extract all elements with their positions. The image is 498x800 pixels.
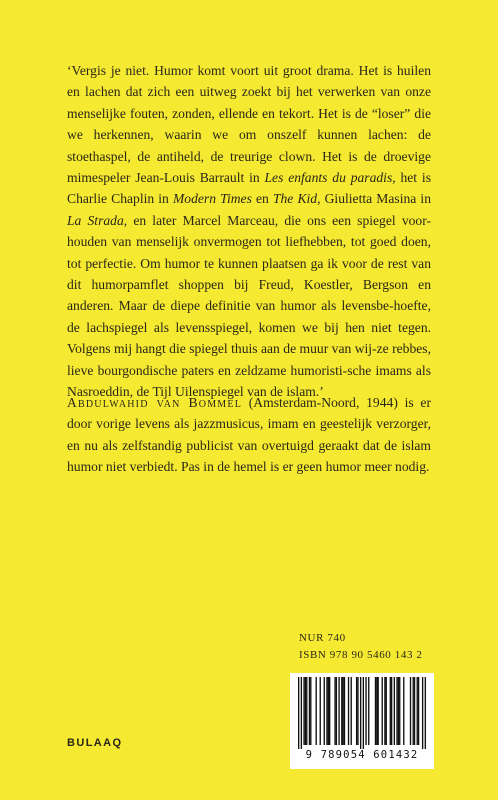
blurb-line: en [251, 191, 273, 207]
blurb-line: mimespeler Jean-Louis Barrault in [67, 170, 265, 186]
barcode-bar [418, 677, 419, 745]
barcode-bar [414, 677, 415, 745]
barcode-bar [320, 677, 321, 745]
barcode-bar [422, 677, 423, 749]
barcode-bar [303, 677, 304, 745]
barcode-bar [309, 677, 310, 745]
blurb-line: en anderen. Maar de diepe definitie van humor als levensbe- [67, 277, 431, 314]
film-title-modern-times: Modern Times [172, 191, 252, 207]
bio-paragraph [67, 392, 431, 478]
barcode-bar [391, 677, 392, 745]
nur-code: NUR 740 [299, 632, 346, 644]
book-meta [299, 630, 423, 664]
publisher-logo: BULAAQ [67, 737, 123, 749]
barcode-bar [316, 677, 317, 745]
barcode-digits: 9 789054 601432 [305, 749, 419, 761]
barcode-bar [301, 677, 302, 749]
blurb-paragraph [67, 60, 431, 403]
blurb-line: hoefte, de lachspiegel als levensspiegel, komen we bij hen niet [67, 298, 431, 335]
blurb-line: houden van menselijk onvermogen tot liefhebben, tot goed [67, 234, 397, 250]
blurb-line: menselijke fouten, zonden, ellende en tekort. Het is de “loser” [67, 105, 411, 121]
barcode-bar [329, 677, 330, 745]
barcode-bar [368, 677, 369, 745]
blurb-line: sche imams als Nasroeddin, de Tijl Uilenspiegel van de islam.’ [67, 362, 431, 400]
blurb-line: ‘Vergis je niet. Humor komt voort uit groot drama. Het is huilen [67, 63, 431, 78]
barcode-bar [356, 677, 357, 745]
barcode-bar [357, 677, 358, 745]
author-bio [67, 392, 431, 478]
barcode [290, 673, 434, 769]
barcode-bar [360, 677, 361, 749]
barcode-bar [306, 677, 307, 745]
isbn-number: ISBN 978 90 5460 143 2 [299, 649, 423, 661]
barcode-bar [376, 677, 377, 745]
barcode-bar [338, 677, 339, 745]
barcode-bar [425, 677, 426, 749]
blurb-line: rest van dit humorpamflet shoppen bij Freud, Koestler, Bergson [67, 255, 432, 293]
barcode-bar [348, 677, 349, 745]
blurb-line: en lachen dat zich een uitweg zoekt bij het verwerken van onze [67, 84, 431, 100]
blurb-line: doen, tot perfectie. Om humor te kunnen plaatsen ga ik voor de [67, 234, 431, 271]
barcode-bar [328, 677, 329, 745]
barcode-bar [310, 677, 311, 745]
barcode-bar [390, 677, 391, 745]
barcode-bar [344, 677, 345, 745]
barcode-bar [396, 677, 397, 745]
film-title-la-strada: La Strada [67, 212, 124, 228]
barcode-bar [399, 677, 400, 745]
blurb-line: ze rebbes, lieve bourgondische paters en zeldzame humoristi- [67, 341, 431, 378]
barcode-bar [298, 677, 299, 749]
barcode-bar [305, 677, 306, 745]
barcode-bar [382, 677, 383, 745]
blurb-line: die we herkennen, waarin we om onszelf kunnen lachen: de [67, 105, 431, 143]
barcode-bar [403, 677, 404, 745]
author-name: Abdulwahid van Bommel [67, 395, 243, 410]
barcode-bar [365, 677, 366, 745]
barcode-bar [336, 677, 337, 745]
barcode-bar [417, 677, 418, 745]
barcode-bar [413, 677, 414, 745]
barcode-bar [394, 677, 395, 745]
barcode-bar [386, 677, 387, 745]
barcode-bars [298, 677, 426, 749]
barcode-bar [410, 677, 411, 745]
blurb-quote [67, 60, 431, 403]
blurb-line: het is [395, 170, 431, 186]
barcode-bar [377, 677, 378, 745]
barcode-bar [363, 677, 364, 749]
barcode-bar [326, 677, 327, 745]
barcode-bar [375, 677, 376, 745]
film-title-les-enfants: Les enfants du paradis, [264, 170, 396, 186]
barcode-bar [351, 677, 352, 745]
barcode-bar [342, 677, 343, 745]
blurb-line: stoethaspel, de antiheld, de treurige clown. Het is de droevige [67, 148, 431, 164]
barcode-bar [341, 677, 342, 745]
blurb-line: , en later Marcel Marceau, die ons een spiegel voor- [123, 212, 431, 228]
blurb-line: , Giulietta Masina in [317, 191, 431, 207]
blurb-line: Charlie Chaplin in [67, 191, 173, 207]
bio-text: (Amsterdam-Noord, 1944) is er door vorige levens als jazzmusicus, imam en geestelijk verzorger, en nu als zelfstandig publicist van overtuigd geraakt dat de islam humor niet verbiedt. Pas in de hemel is er geen humor meer nodig. [67, 395, 431, 475]
barcode-bar [334, 677, 335, 745]
blurb-line: tegen. Volgens mij hangt die spiegel thuis aan de muur van wij- [67, 319, 432, 357]
barcode-bar [384, 677, 385, 745]
barcode-bar [324, 677, 325, 745]
barcode-bar [398, 677, 399, 745]
film-title-the-kid: The Kid [272, 191, 318, 207]
